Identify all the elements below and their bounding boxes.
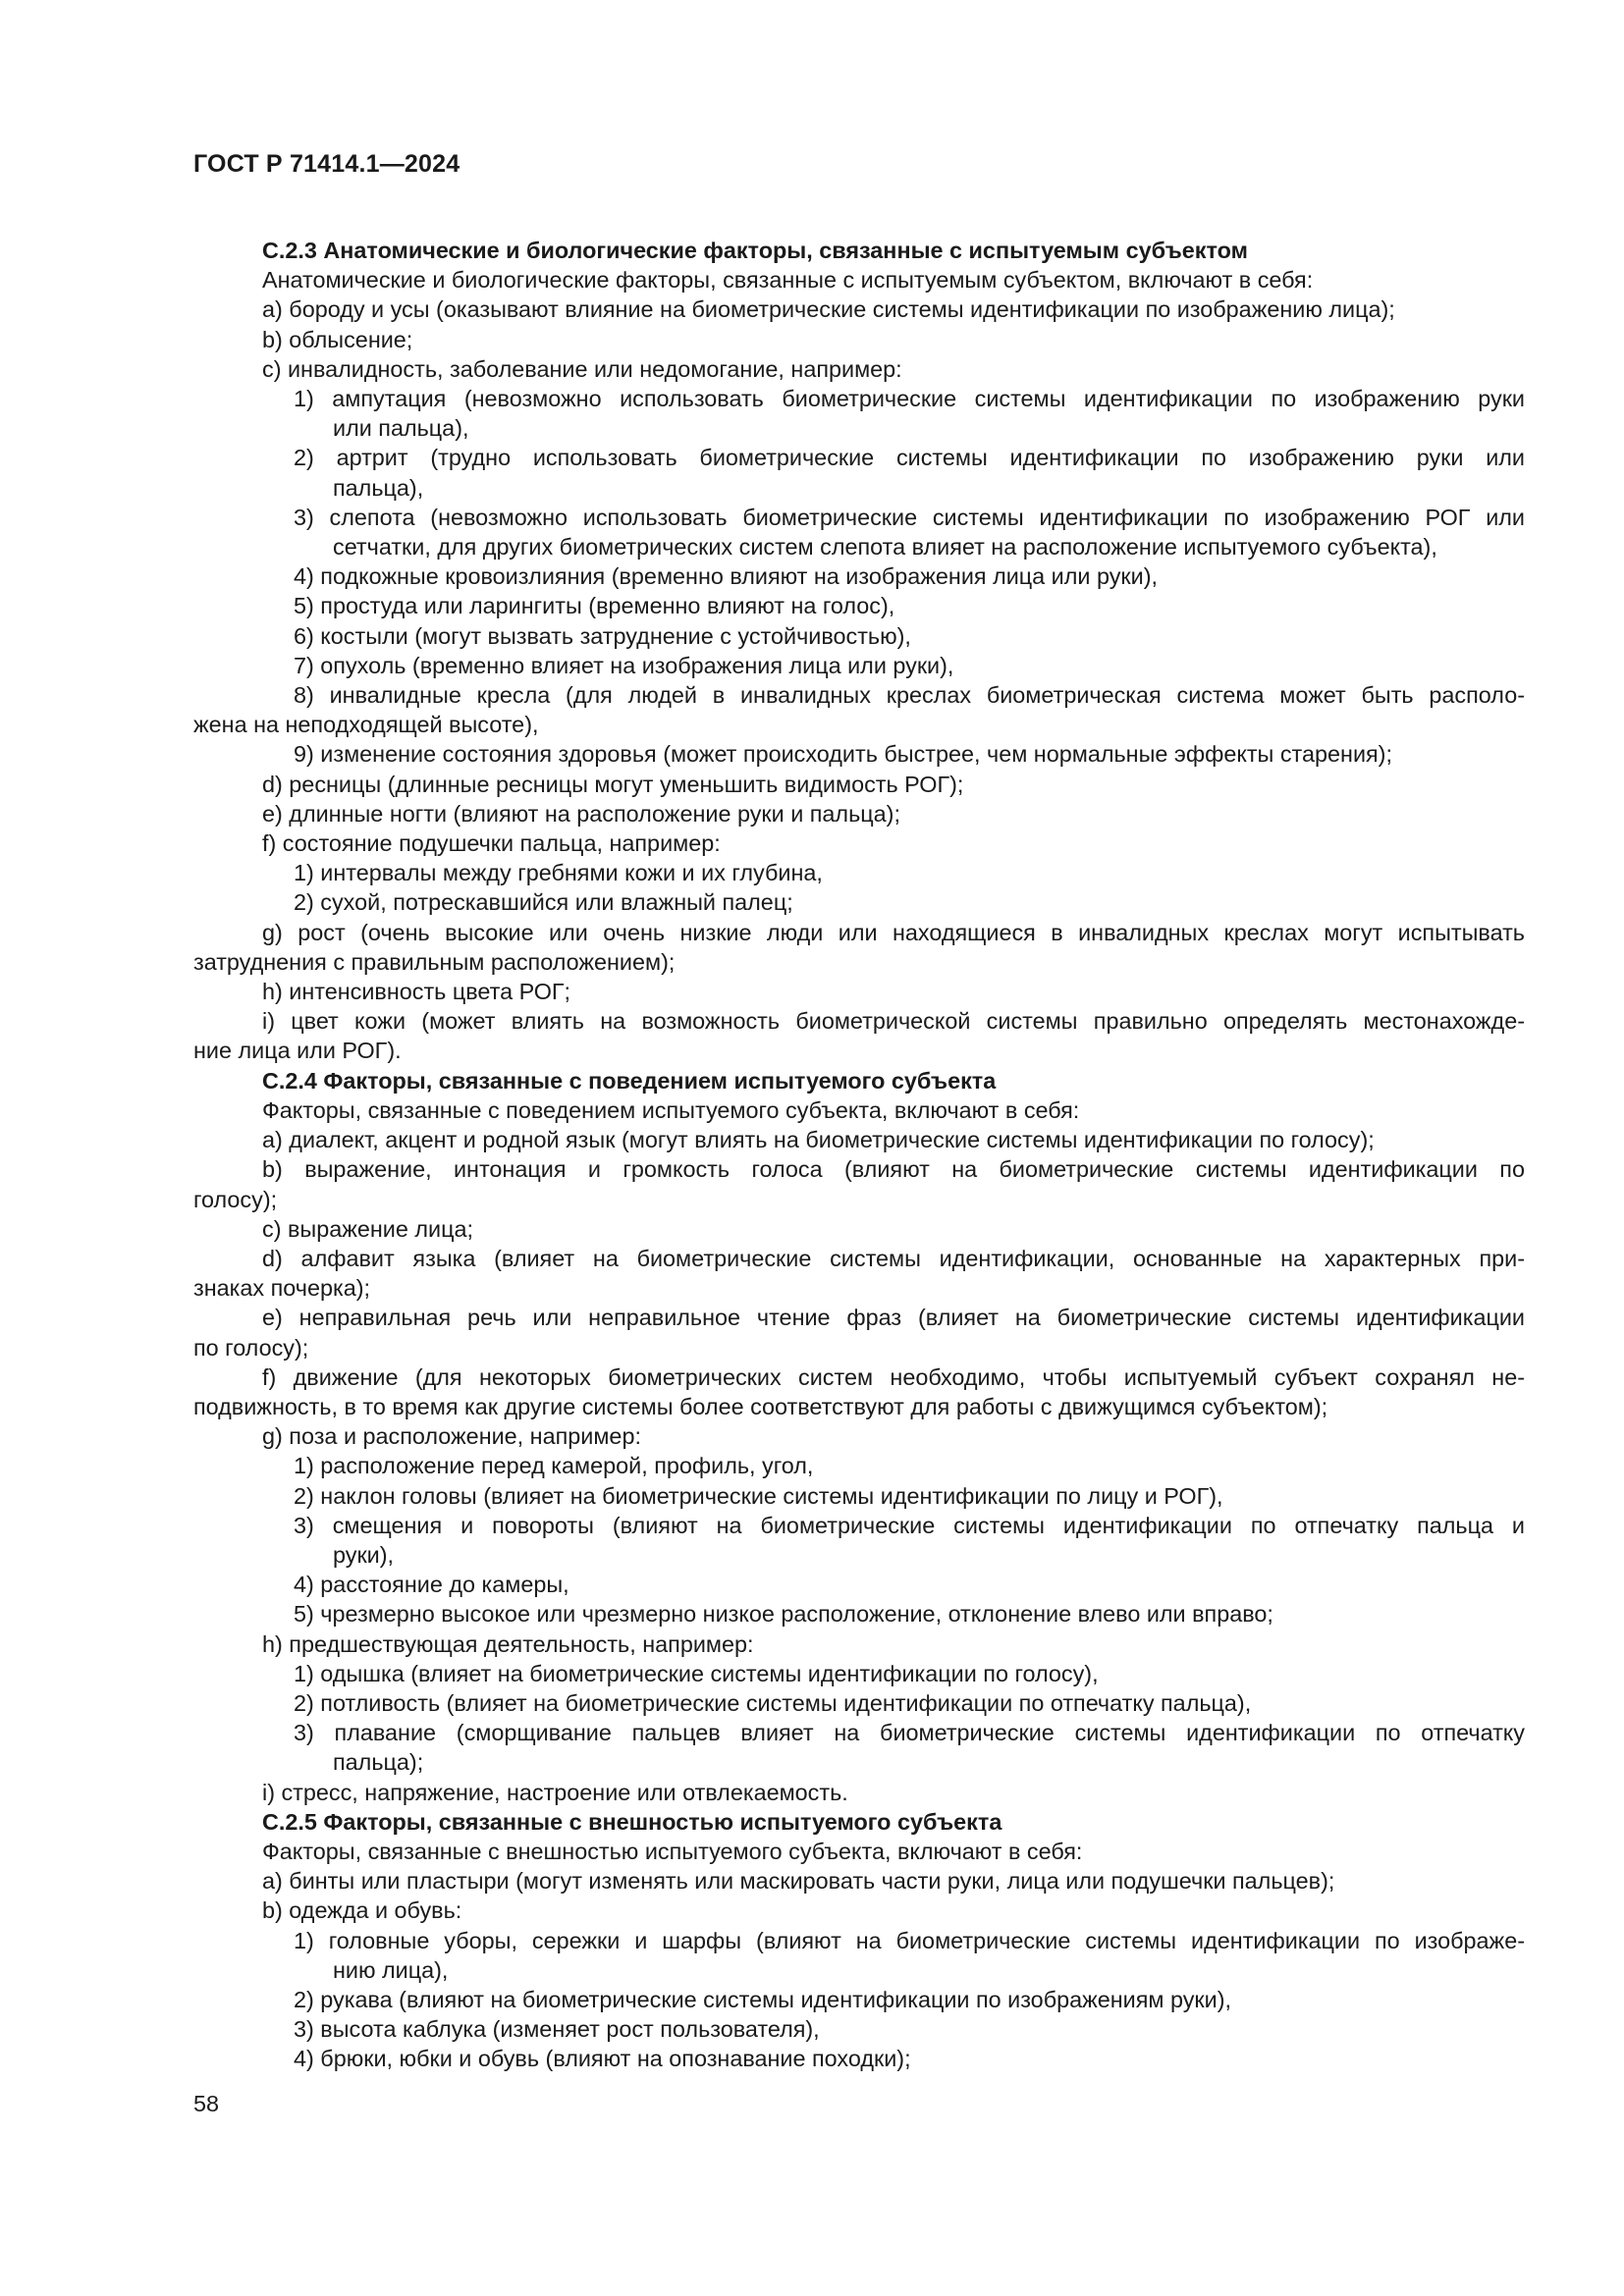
text-line: ние лица или РОГ).	[193, 1038, 402, 1064]
text-line: 3) высота каблука (изменяет рост пользователя),	[294, 2016, 820, 2043]
text-line: a) бороду и усы (оказывают влияние на биометрические системы идентификации по изображению лица);	[262, 296, 1395, 323]
text-line: 1) интервалы между гребнями кожи и их глубина,	[294, 860, 823, 886]
text-line: c) выражение лица;	[262, 1215, 474, 1242]
text-line: g) рост (очень высокие или очень низкие люди или находящиеся в инвалидных креслах могут испытывать	[262, 919, 1525, 945]
text-line: 1) одышка (влияет на биометрические системы идентификации по голосу),	[294, 1660, 1099, 1686]
text-line: 2) наклон головы (влияет на биометрические системы идентификации по лицу и РОГ),	[294, 1482, 1223, 1509]
text-line: a) бинты или пластыри (могут изменять или маскировать части руки, лица или подушечки пальцев);	[262, 1868, 1335, 1895]
text-line: 9) изменение состояния здоровья (может происходить быстрее, чем нормальные эффекты старения);	[294, 741, 1392, 768]
text-line: 2) сухой, потрескавшийся или влажный палец;	[294, 889, 793, 916]
text-line: голосу);	[193, 1186, 278, 1212]
text-line: c) инвалидность, заболевание или недомогание, например:	[262, 355, 902, 382]
text-line: 2) рукава (влияют на биометрические системы идентификации по изображениям руки),	[294, 1986, 1232, 2012]
text-line: пальца);	[333, 1749, 424, 1776]
text-line: 1) ампутация (невозможно использовать биометрические системы идентификации по изображению руки	[294, 386, 1525, 412]
text-line: жена на неподходящей высоте),	[193, 712, 539, 738]
text-line: по голосу);	[193, 1334, 309, 1361]
text-line: 3) плавание (сморщивание пальцев влияет на биометрические системы идентификации по отпечатку	[294, 1720, 1525, 1746]
text-line: b) выражение, интонация и громкость голоса (влияют на биометрические системы идентификации по	[262, 1156, 1525, 1183]
text-line: i) цвет кожи (может влиять на возможность биометрической системы правильно определять местонахожде-	[262, 1008, 1525, 1035]
text-line: 2) артрит (трудно использовать биометрические системы идентификации по изображению руки или	[294, 445, 1525, 471]
text-line: f) состояние подушечки пальца, например:	[262, 830, 721, 857]
text-line: подвижность, в то время как другие системы более соответствуют для работы с движущимся субъектом);	[193, 1393, 1328, 1419]
text-line: 2) потливость (влияет на биометрические системы идентификации по отпечатку пальца),	[294, 1689, 1252, 1716]
text-line: 7) опухоль (временно влияет на изображения лица или руки),	[294, 652, 954, 678]
text-line: i) стресс, напряжение, настроение или отвлекаемость.	[262, 1779, 848, 1805]
page-number: 58	[193, 2091, 220, 2116]
section-heading: C.2.5 Факторы, связанные с внешностью испытуемого субъекта	[262, 1808, 1002, 1835]
text-line: d) алфавит языка (влияет на биометрические системы идентификации, основанные на характерных при-	[262, 1245, 1525, 1271]
text-line: e) длинные ногти (влияют на расположение руки и пальца);	[262, 800, 900, 827]
section-heading: C.2.4 Факторы, связанные с поведением испытуемого субъекта	[262, 1067, 997, 1094]
text-line: 1) головные уборы, сережки и шарфы (влияют на биометрические системы идентификации по изображе-	[294, 1927, 1525, 1953]
text-line: Анатомические и биологические факторы, связанные с испытуемым субъектом, включают в себя:	[262, 267, 1314, 294]
text-line: руки),	[333, 1541, 395, 1568]
text-line: a) диалект, акцент и родной язык (могут влиять на биометрические системы идентификации по голосу);	[262, 1127, 1375, 1153]
text-line: g) поза и расположение, например:	[262, 1423, 641, 1450]
text-line: b) одежда и обувь:	[262, 1897, 462, 1924]
text-line: d) ресницы (длинные ресницы могут уменьшить видимость РОГ);	[262, 771, 964, 797]
text-line: 3) слепота (невозможно использовать биометрические системы идентификации по изображению РОГ или	[294, 504, 1525, 530]
text-line: Факторы, связанные с внешностью испытуемого субъекта, включают в себя:	[262, 1838, 1083, 1864]
text-line: 3) смещения и повороты (влияют на биометрические системы идентификации по отпечатку пальца и	[294, 1512, 1525, 1538]
text-line: b) облысение;	[262, 326, 413, 352]
text-line: h) предшествующая деятельность, например:	[262, 1630, 754, 1657]
text-line: сетчатки, для других биометрических систем слепота влияет на расположение испытуемого субъекта),	[333, 534, 1437, 561]
text-line: 1) расположение перед камерой, профиль, угол,	[294, 1453, 814, 1479]
text-line: h) интенсивность цвета РОГ;	[262, 979, 571, 1005]
document-header-title: ГОСТ Р 71414.1—2024	[193, 150, 460, 178]
text-line: 5) простуда или ларингиты (временно влияют на голос),	[294, 593, 895, 619]
text-line: 8) инвалидные кресла (для людей в инвалидных креслах биометрическая система может быть располо-	[294, 682, 1525, 709]
text-line: 4) подкожные кровоизлияния (временно влияют на изображения лица или руки),	[294, 563, 1158, 590]
section-heading: C.2.3 Анатомические и биологические факторы, связанные с испытуемым субъектом	[262, 238, 1248, 263]
text-line: нию лица),	[333, 1956, 449, 1983]
text-line: или пальца),	[333, 415, 469, 442]
text-line: Факторы, связанные с поведением испытуемого субъекта, включают в себя:	[262, 1096, 1080, 1123]
text-line: 4) брюки, юбки и обувь (влияют на опознавание походки);	[294, 2046, 911, 2072]
text-line: 5) чрезмерно высокое или чрезмерно низкое расположение, отклонение влево или вправо;	[294, 1601, 1273, 1628]
document-body	[193, 236, 1525, 2074]
text-line: пальца),	[333, 474, 424, 501]
text-line: f) движение (для некоторых биометрических систем необходимо, чтобы испытуемый субъект сохранял не-	[262, 1363, 1525, 1390]
text-line: затруднения с правильным расположением);	[193, 948, 676, 975]
text-line: e) неправильная речь или неправильное чтение фраз (влияет на биометрические системы идентификации	[262, 1305, 1525, 1331]
text-line: 6) костыли (могут вызвать затруднение с устойчивостью),	[294, 622, 911, 649]
text-line: 4) расстояние до камеры,	[294, 1572, 569, 1598]
text-line: знаках почерка);	[193, 1275, 371, 1302]
